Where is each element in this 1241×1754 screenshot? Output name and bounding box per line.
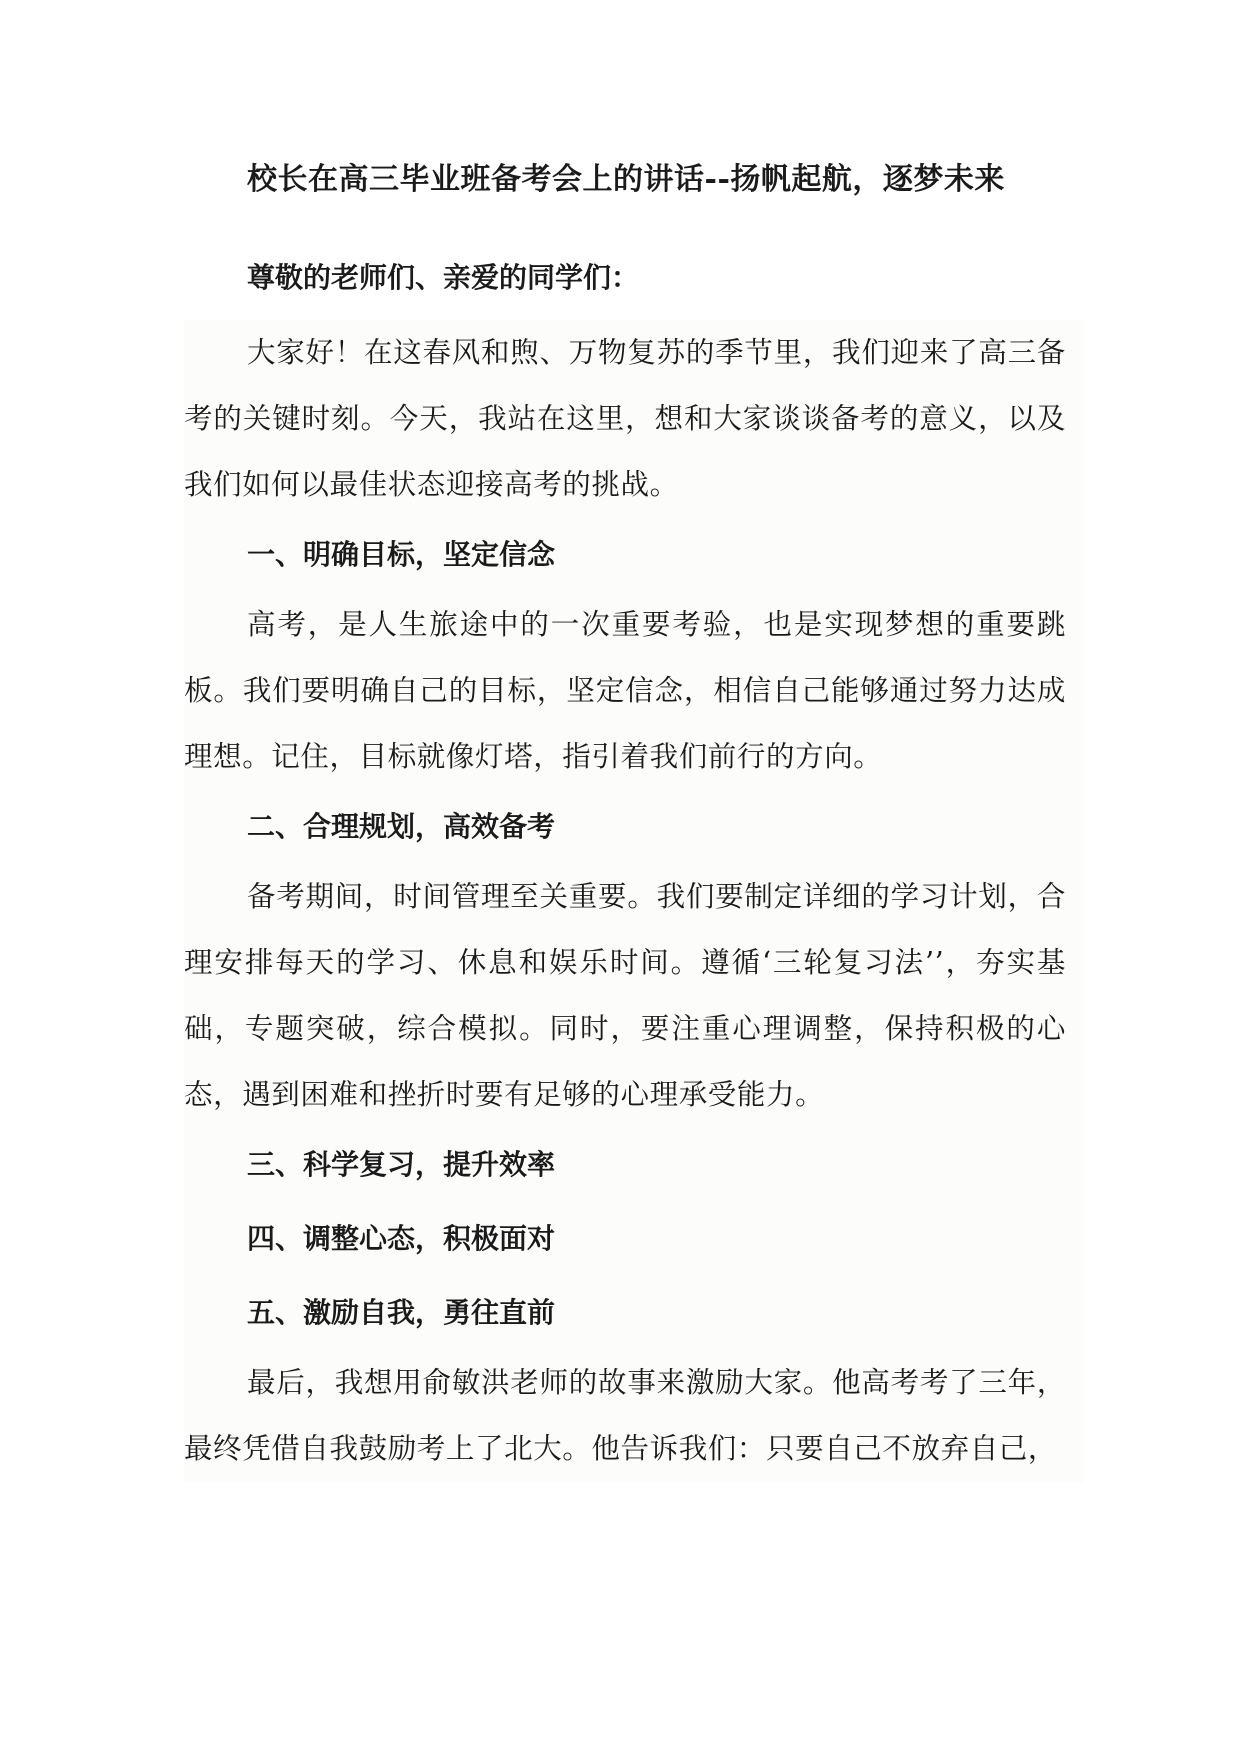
section-heading-1: 一、明确目标，坚定信念 xyxy=(247,538,556,571)
section-body-1: 高考，是人生旅途中的一次重要考验，也是实现梦想的重要跳板。我们要明确自己的目标，坚定信念，相信自己能够通过努力达成理想。记住，目标就像灯塔，指引着我们前行的方向。 xyxy=(184,608,1066,773)
intro-paragraph: 大家好！在这春风和煦、万物复苏的季节里，我们迎来了高三备考的关键时刻。今天，我站在这里，想和大家谈谈备考的意义，以及我们如何以最佳状态迎接高考的挑战。 xyxy=(184,336,1066,501)
section-heading-2: 二、合理规划，高效备考 xyxy=(247,810,556,843)
section-heading-4: 四、调整心态，积极面对 xyxy=(247,1222,556,1255)
document-body xyxy=(184,320,1084,1482)
salutation: 尊敬的老师们、亲爱的同学们： xyxy=(247,261,640,294)
document-title: 校长在高三毕业班备考会上的讲话--扬帆起航，逐梦未来 xyxy=(247,162,1005,197)
section-body-2: 备考期间，时间管理至关重要。我们要制定详细的学习计划，合理安排每天的学习、休息和娱乐时间。遵循‘三轮复习法’’，夯实基础，专题突破，综合模拟。同时，要注重心理调整，保持积极的心态，遇到困难和挫折时要有足够的心理承受能力。 xyxy=(184,880,1066,1111)
section-heading-5: 五、激励自我，勇往直前 xyxy=(247,1296,556,1329)
section-heading-3: 三、科学复习，提升效率 xyxy=(247,1148,556,1181)
closing-paragraph: 最后，我想用俞敏洪老师的故事来激励大家。他高考考了三年，最终凭借自我鼓励考上了北大。他告诉我们：只要自己不放弃自己， xyxy=(184,1366,1066,1465)
